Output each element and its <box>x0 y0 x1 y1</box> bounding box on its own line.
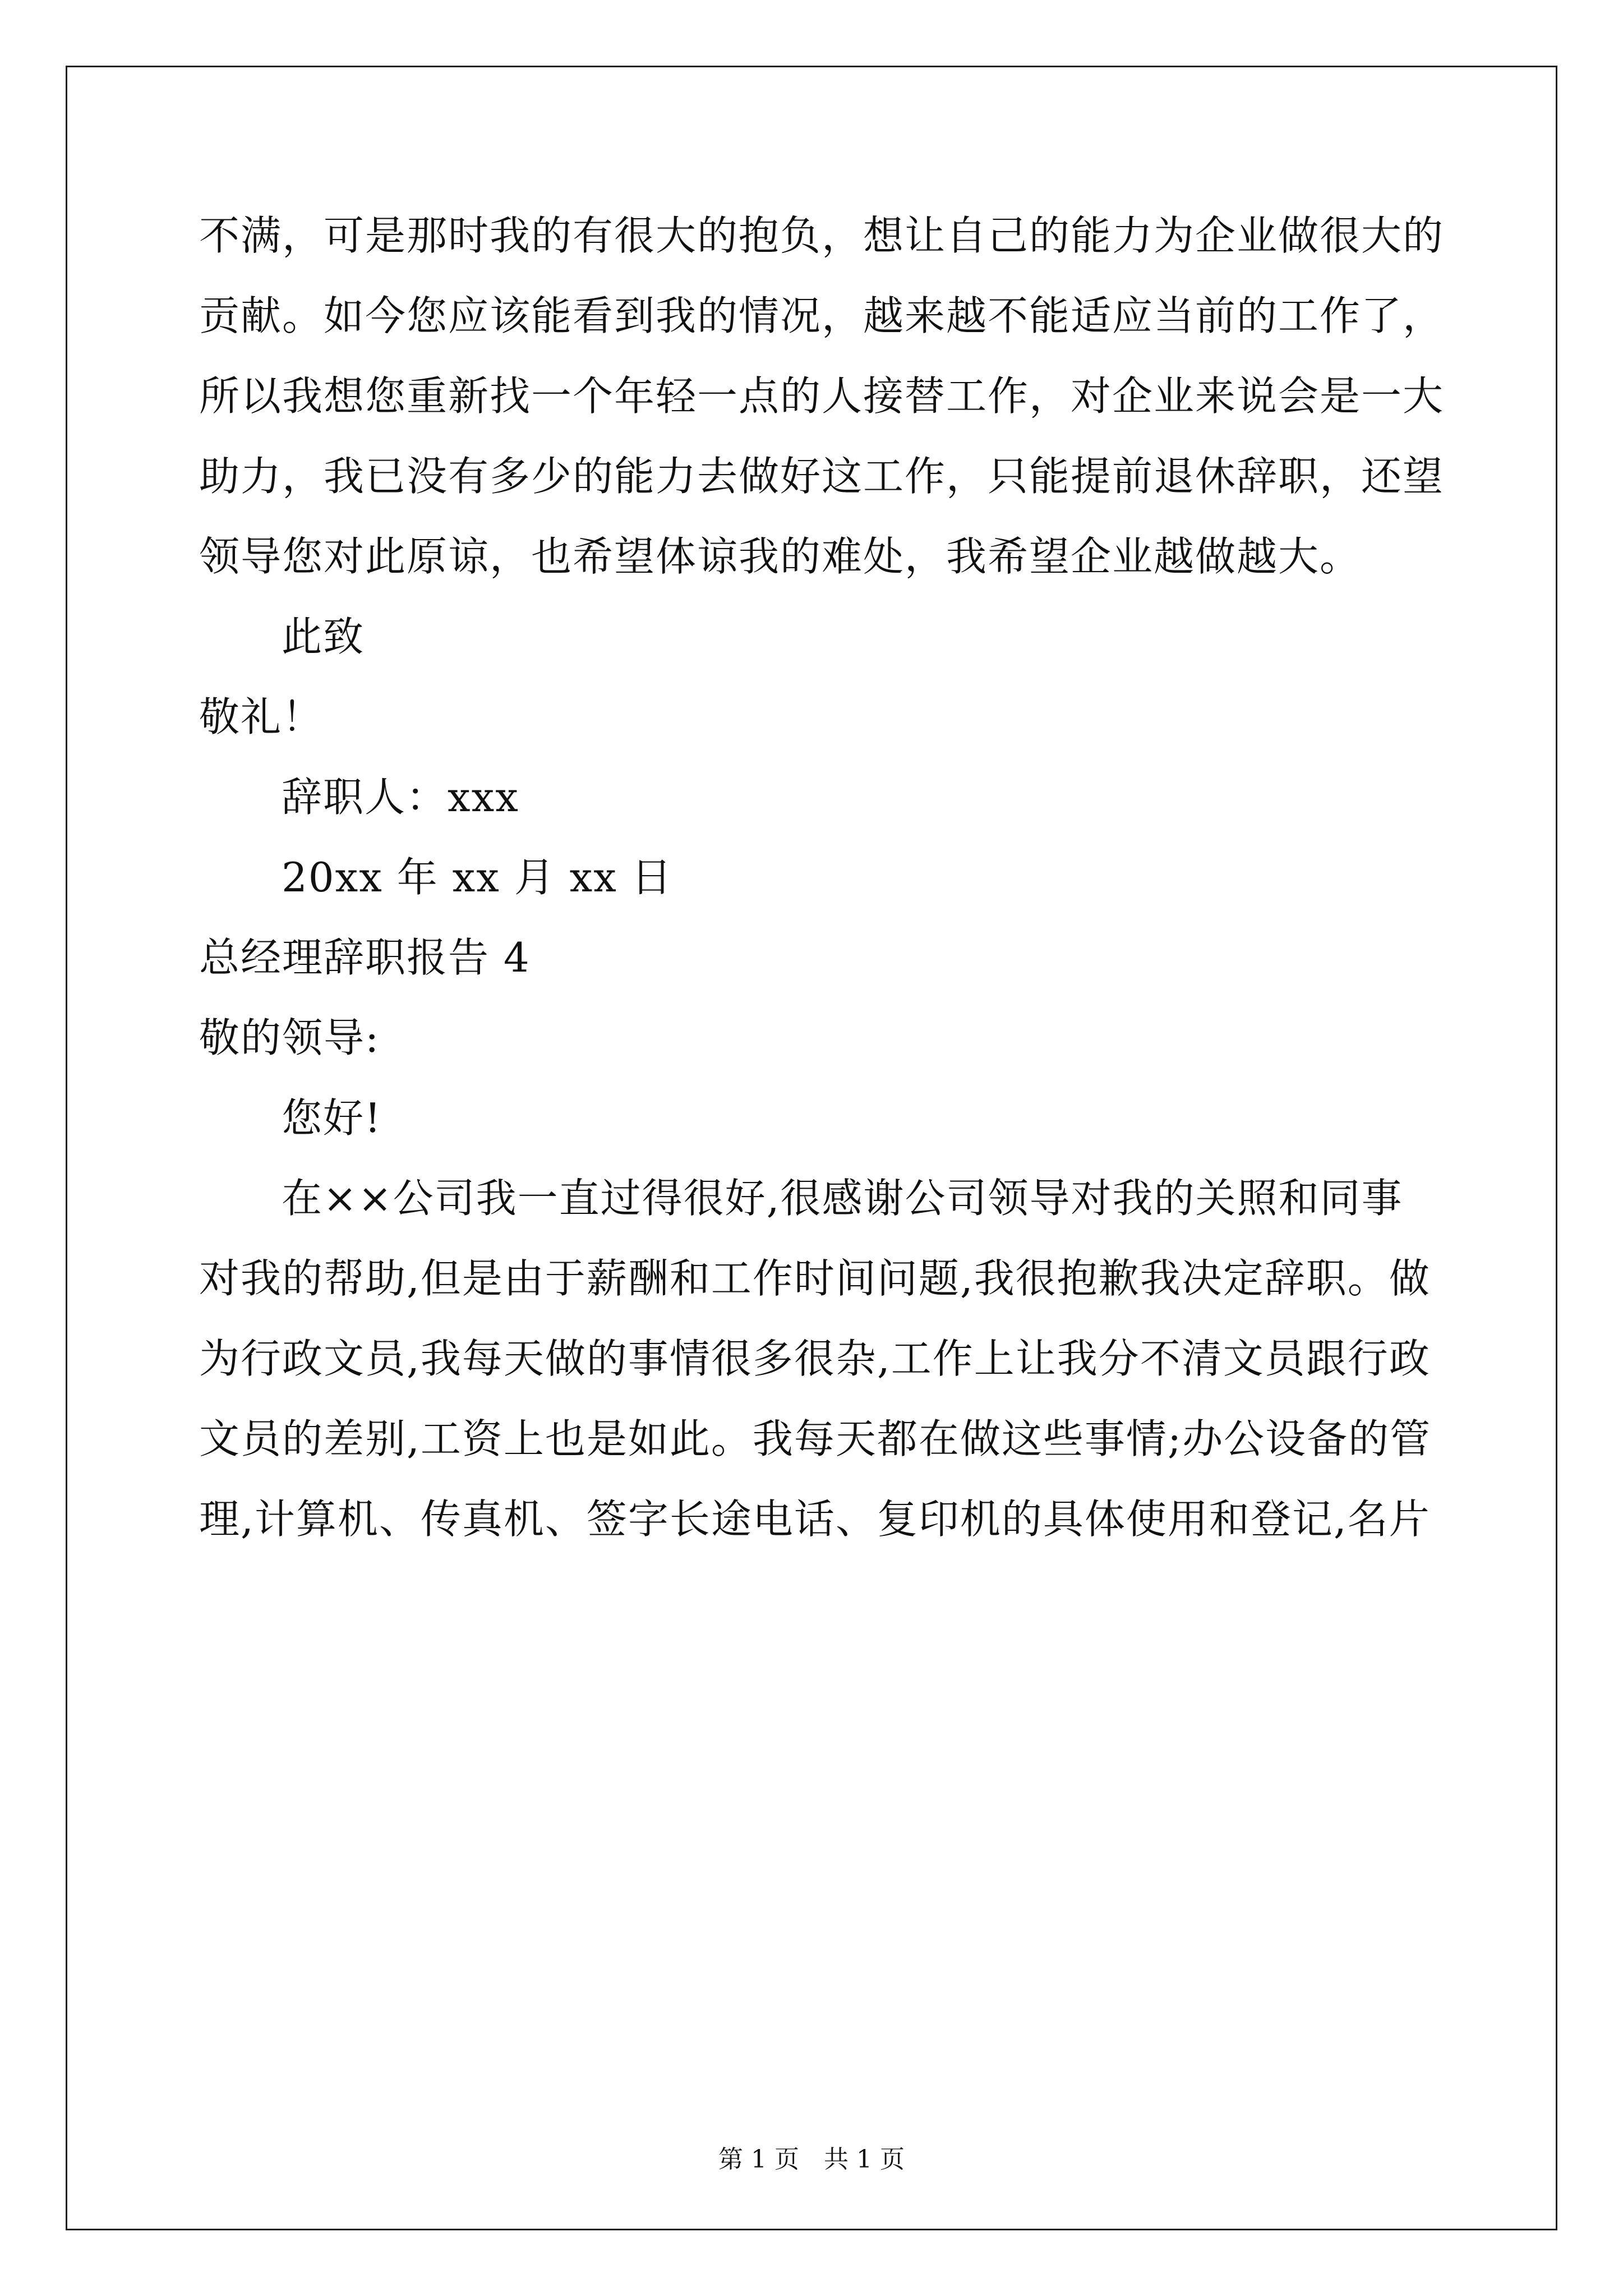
signature-date: 20xx 年 xx 月 xx 日 <box>282 854 673 901</box>
letter-hello: 您好! <box>282 1094 382 1142</box>
page-footer: 第 1 页 共 1 页 <box>718 2145 905 2174</box>
body-line: 领导您对此原谅，也希望体谅我的难处，我希望企业越做越大。 <box>199 533 1362 580</box>
body-line: 所以我想您重新找一个年轻一点的人接替工作，对企业来说会是一大 <box>199 372 1445 420</box>
section-heading: 总经理辞职报告 4 <box>199 934 531 981</box>
body-line: 贡献。如今您应该能看到我的情况，越来越不能适应当前的工作了， <box>199 292 1445 339</box>
letter-greeting: 敬的领导: <box>199 1014 380 1061</box>
signer: 辞职人：xxx <box>282 774 519 821</box>
body-line: 在××公司我一直过得很好,很感谢公司领导对我的关照和同事 <box>282 1175 1403 1222</box>
body-line: 理,计算机、传真机、签字长途电话、复印机的具体使用和登记,名片 <box>199 1496 1431 1543</box>
body-line: 文员的差别,工资上也是如此。我每天都在做这些事情;办公设备的管 <box>199 1415 1432 1462</box>
body-line: 助力，我已没有多少的能力去做好这工作，只能提前退休辞职，还望 <box>199 453 1445 500</box>
body-line: 不满，可是那时我的有很大的抱负，想让自己的能力为企业做很大的 <box>199 212 1445 259</box>
body-line: 为行政文员,我每天做的事情很多很杂,工作上让我分不清文员跟行政 <box>199 1335 1431 1382</box>
closing-salutation: 此致 <box>282 613 365 660</box>
body-line: 对我的帮助,但是由于薪酬和工作时间问题,我很抱歉我决定辞职。做 <box>199 1255 1431 1302</box>
closing-regards: 敬礼！ <box>199 693 324 740</box>
